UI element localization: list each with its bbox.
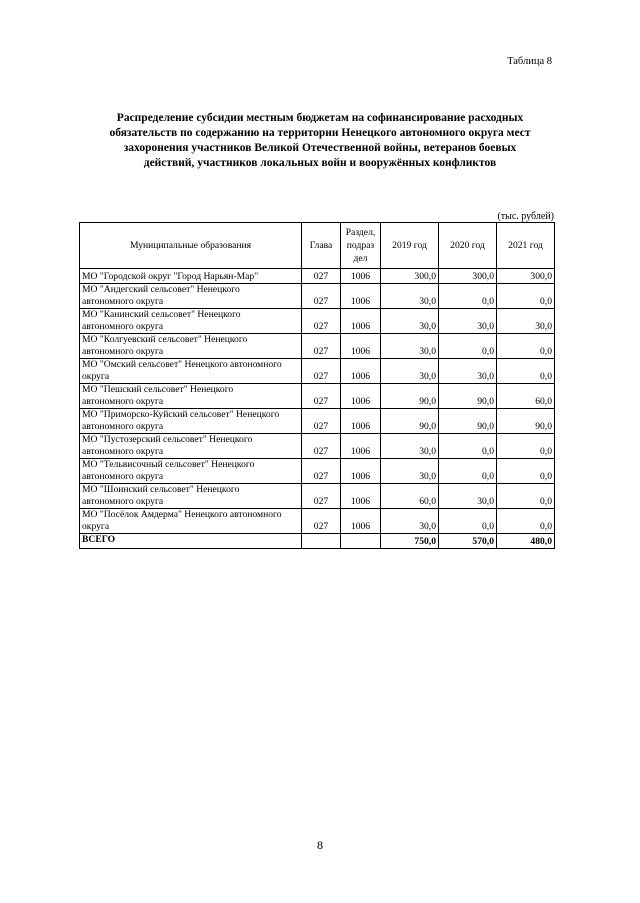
municipality-name-line: автономного округа (82, 320, 164, 332)
amount-2020: 30,0 (439, 359, 497, 384)
title-line: Распределение субсидии местным бюджетам на софинансирование расходных (116, 112, 524, 124)
table-row (80, 359, 555, 384)
amount-2021: 0,0 (497, 334, 555, 359)
municipality-name-line: округа (82, 520, 110, 532)
municipality-name (80, 484, 302, 509)
amount-2019: 30,0 (381, 509, 439, 534)
municipality-name-line: МО "Пешский сельсовет" Ненецкого (82, 384, 234, 395)
amount-2020: 0,0 (439, 334, 497, 359)
amount-2020: 90,0 (439, 409, 497, 434)
section-code: 1006 (341, 509, 381, 534)
amount-2021: 30,0 (497, 309, 555, 334)
total-2020: 570,0 (439, 534, 497, 549)
amount-2021: 60,0 (497, 384, 555, 409)
title-line: действий, участников локальных войн и вооружённых конфликтов (143, 157, 497, 169)
amount-2019: 30,0 (381, 309, 439, 334)
municipality-name-line: МО "Колгуевский сельсовет" Ненецкого (82, 334, 248, 345)
municipality-name (80, 384, 302, 409)
section-code: 1006 (341, 284, 381, 309)
chapter-code: 027 (302, 334, 341, 359)
amount-2021: 0,0 (497, 359, 555, 384)
municipality-name-line: МО "Городской округ "Город Нарьян-Мар" (82, 270, 259, 282)
amount-2020: 0,0 (439, 284, 497, 309)
section-code: 1006 (341, 309, 381, 334)
municipality-name-line: МО "Омский сельсовет" Ненецкого автономного (82, 359, 282, 370)
chapter-code: 027 (302, 484, 341, 509)
section-code: 1006 (341, 359, 381, 384)
total-row (80, 534, 555, 549)
chapter-code: 027 (302, 284, 341, 309)
amount-2019: 30,0 (381, 459, 439, 484)
section-code: 1006 (341, 484, 381, 509)
amount-2021: 0,0 (497, 459, 555, 484)
table-row (80, 334, 555, 359)
amount-2019: 30,0 (381, 284, 439, 309)
section-code: 1006 (341, 269, 381, 284)
column-header-2019: 2019 год (381, 223, 439, 269)
amount-2019: 30,0 (381, 434, 439, 459)
amount-2020: 0,0 (439, 459, 497, 484)
document-title (70, 111, 570, 171)
title-line: обязательств по содержанию на территории Ненецкого автономного округа мест (109, 127, 531, 139)
chapter-code: 027 (302, 434, 341, 459)
amount-2019: 30,0 (381, 334, 439, 359)
column-header-section-line: подраз (346, 240, 375, 251)
amount-2019: 90,0 (381, 384, 439, 409)
amount-2021: 0,0 (497, 434, 555, 459)
table-row (80, 434, 555, 459)
municipality-name-line: автономного округа (82, 495, 164, 507)
amount-2020: 0,0 (439, 509, 497, 534)
municipality-name (80, 434, 302, 459)
municipality-name (80, 409, 302, 434)
amount-2021: 90,0 (497, 409, 555, 434)
column-header-2021: 2021 год (497, 223, 555, 269)
municipality-name-line: автономного округа (82, 470, 164, 482)
municipality-name-line: МО "Шоинский сельсовет" Ненецкого (82, 484, 240, 495)
table-body (80, 269, 555, 549)
amount-2019: 60,0 (381, 484, 439, 509)
municipality-name-line: МО "Канинский сельсовет" Ненецкого (82, 309, 241, 320)
table-row (80, 384, 555, 409)
amount-2019: 90,0 (381, 409, 439, 434)
municipality-name-line: МО "Пустозерский сельсовет" Ненецкого (82, 434, 253, 445)
amount-2021: 0,0 (497, 509, 555, 534)
amount-2019: 30,0 (381, 359, 439, 384)
amount-2021: 300,0 (497, 269, 555, 284)
column-header-2020: 2020 год (439, 223, 497, 269)
section-code: 1006 (341, 459, 381, 484)
section-code: 1006 (341, 334, 381, 359)
chapter-code: 027 (302, 384, 341, 409)
table-header-row (80, 223, 555, 269)
municipality-name (80, 334, 302, 359)
column-header-section-line: Раздел, (345, 227, 376, 238)
table-row (80, 459, 555, 484)
table-row (80, 409, 555, 434)
municipality-name (80, 284, 302, 309)
municipality-name-line: МО "Тельвисочный сельсовет" Ненецкого (82, 459, 255, 470)
table-row (80, 309, 555, 334)
municipality-name (80, 309, 302, 334)
municipality-name (80, 359, 302, 384)
municipality-name-line: МО "Приморско-Куйский сельсовет" Ненецкого (82, 409, 280, 420)
unit-note: (тыс. рублей) (497, 211, 554, 222)
amount-2021: 0,0 (497, 284, 555, 309)
municipality-name (80, 459, 302, 484)
subsidy-distribution-table (79, 222, 555, 549)
amount-2020: 30,0 (439, 309, 497, 334)
amount-2019: 300,0 (381, 269, 439, 284)
column-header-section (341, 223, 381, 269)
amount-2020: 90,0 (439, 384, 497, 409)
amount-2021: 0,0 (497, 484, 555, 509)
total-section-cell (341, 534, 381, 549)
municipality-name (80, 509, 302, 534)
page-number: 8 (317, 838, 323, 852)
section-code: 1006 (341, 384, 381, 409)
section-code: 1006 (341, 409, 381, 434)
municipality-name-line: МО "Посёлок Амдерма" Ненецкого автономного (82, 509, 282, 520)
municipality-name-line: автономного округа (82, 445, 164, 457)
chapter-code: 027 (302, 359, 341, 384)
municipality-name-line: автономного округа (82, 295, 164, 307)
table-row (80, 269, 555, 284)
amount-2020: 0,0 (439, 434, 497, 459)
column-header-municipality: Муниципальные образования (80, 223, 302, 269)
table-row (80, 509, 555, 534)
total-label: ВСЕГО (80, 534, 302, 549)
total-2021: 480,0 (497, 534, 555, 549)
municipality-name-line: автономного округа (82, 345, 164, 357)
table-row (80, 284, 555, 309)
municipality-name-line: округа (82, 370, 110, 382)
table-number-label: Таблица 8 (507, 56, 552, 67)
chapter-code: 027 (302, 309, 341, 334)
chapter-code: 027 (302, 269, 341, 284)
amount-2020: 300,0 (439, 269, 497, 284)
title-line: захоронения участников Великой Отечественной войны, ветеранов боевых (123, 142, 517, 154)
column-header-chapter: Глава (302, 223, 341, 269)
amount-2020: 30,0 (439, 484, 497, 509)
municipality-name (80, 269, 302, 284)
table-row (80, 484, 555, 509)
chapter-code: 027 (302, 459, 341, 484)
total-2019: 750,0 (381, 534, 439, 549)
municipality-name-line: МО "Андегский сельсовет" Ненецкого (82, 284, 240, 295)
municipality-name-line: автономного округа (82, 420, 164, 432)
total-chapter-cell (302, 534, 341, 549)
chapter-code: 027 (302, 409, 341, 434)
chapter-code: 027 (302, 509, 341, 534)
section-code: 1006 (341, 434, 381, 459)
column-header-section-line: дел (353, 253, 368, 264)
municipality-name-line: автономного округа (82, 395, 164, 407)
